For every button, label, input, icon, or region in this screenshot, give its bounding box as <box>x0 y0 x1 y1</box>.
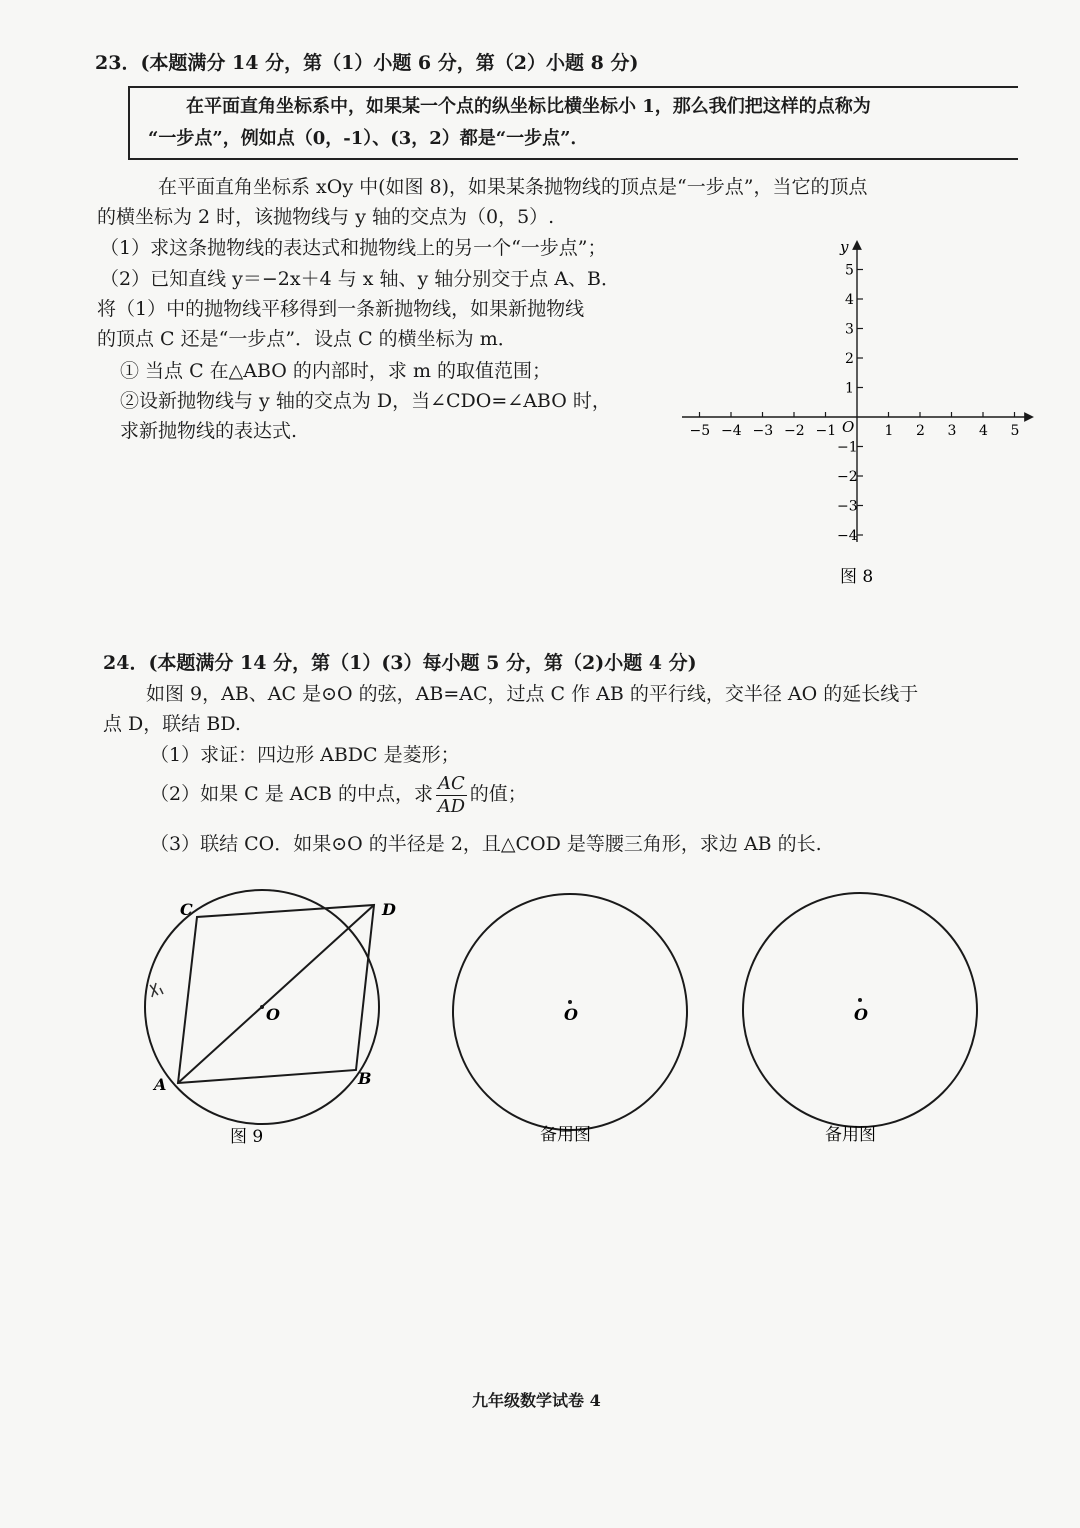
x-tick-label: −4 <box>721 423 742 439</box>
q24-part-2 <box>150 770 527 818</box>
spare-center-label-2: O <box>854 1005 868 1024</box>
q23-part-1: （1）求这条抛物线的表达式和抛物线上的另一个“一步点”； <box>100 237 607 259</box>
q23-part-2-line-2: 将（1）中的抛物线平移得到一条新抛物线，如果新抛物线 <box>97 298 585 320</box>
y-tick-label: −3 <box>837 498 858 515</box>
label-d: D <box>382 900 396 919</box>
y-tick-label: 1 <box>845 380 854 397</box>
label-o: O <box>266 1005 280 1024</box>
y-tick-label: −1 <box>837 439 858 456</box>
fraction-denominator: AD <box>437 795 466 817</box>
figure-9-circle-rhombus <box>130 880 420 1170</box>
q24-intro-line-1: 如图 9，AB、AC 是⊙O 的弦，AB=AC，过点 C 作 AB 的平行线，交半径 AO 的延长线于 <box>146 683 919 705</box>
figure-8-coordinate-plane <box>670 232 1050 592</box>
x-tick-label: −1 <box>815 423 837 439</box>
spare-figure-1 <box>445 880 705 1170</box>
q24-part-1: （1）求证：四边形 ABDC 是菱形； <box>150 744 460 766</box>
center-point-o <box>260 1005 264 1009</box>
x-tick-label: 1 <box>884 423 894 439</box>
x-tick-label: 3 <box>947 423 957 439</box>
y-tick-label: −2 <box>837 469 858 485</box>
origin-label: O <box>842 418 855 436</box>
q24-intro-line-2: 点 D，联结 BD. <box>103 713 241 735</box>
figure-9-caption: 图 9 <box>230 1127 264 1147</box>
q24-part-3: （3）联结 CO．如果⊙O 的半径是 2，且△COD 是等腰三角形，求边 AB 的长. <box>150 833 822 855</box>
label-a: A <box>154 1075 167 1094</box>
y-axis-label: y <box>840 238 849 256</box>
definition-line-1: 在平面直角坐标系中，如果某一个点的纵坐标比横坐标小 1，那么我们把这样的点称为 <box>186 96 871 117</box>
q24-part-2-suffix: 的值； <box>469 783 527 805</box>
x-tick-label: 2 <box>916 423 925 439</box>
fraction-numerator: AC <box>438 772 465 794</box>
pencil-mark <box>150 983 163 997</box>
spare-center-point-2 <box>858 998 862 1002</box>
page-footer: 九年级数学试卷 4 <box>472 1391 601 1410</box>
spare-center-point-1 <box>568 1000 572 1004</box>
spare-figure-2 <box>735 880 995 1170</box>
fraction-ac-over-ad <box>436 773 467 818</box>
spare-center-label-1: O <box>564 1005 578 1024</box>
spare-caption-2: 备用图 <box>825 1125 876 1145</box>
label-b: B <box>358 1069 372 1088</box>
q23-sub-question-1: ① 当点 C 在△ABO 的内部时，求 m 的取值范围； <box>120 360 552 382</box>
diagonal-ad <box>178 905 374 1083</box>
x-tick-label: −2 <box>784 423 805 439</box>
q23-part-2-line-1: （2）已知直线 y＝−2x＋4 与 x 轴、y 轴分别交于点 A、B． <box>100 268 621 290</box>
q23-sub-question-2: ②设新抛物线与 y 轴的交点为 D，当∠CDO=∠ABO 时， <box>120 390 611 412</box>
figure-8-caption: 图 8 <box>840 567 874 587</box>
x-tick-label: −5 <box>689 423 711 439</box>
label-c: C <box>180 900 193 919</box>
q23-sub-question-2-cont: 求新抛物线的表达式. <box>120 420 298 442</box>
x-tick-label: −3 <box>752 423 774 439</box>
q23-header: 23．(本题满分 14 分，第（1）小题 6 分，第（2）小题 8 分) <box>95 52 639 74</box>
q24-part-2-prefix: （2）如果 C 是 ACB 的中点，求 <box>150 783 434 805</box>
x-tick-label: 4 <box>979 423 988 439</box>
q23-intro-line-2: 的横坐标为 2 时，该抛物线与 y 轴的交点为（0，5）. <box>97 206 555 228</box>
q24-header: 24．(本题满分 14 分，第（1）(3）每小题 5 分，第（2)小题 4 分) <box>103 652 697 674</box>
q23-intro-line-1: 在平面直角坐标系 xOy 中(如图 8)，如果某条抛物线的顶点是“一步点”，当它的顶点 <box>158 176 868 198</box>
y-tick-label: −4 <box>837 528 858 544</box>
spare-caption-1: 备用图 <box>540 1125 591 1145</box>
y-tick-label: 2 <box>845 351 854 367</box>
y-tick-label: 5 <box>845 262 854 279</box>
q23-part-2-line-3: 的顶点 C 还是“一步点”．设点 C 的横坐标为 m． <box>97 328 517 350</box>
definition-line-2: “一步点”，例如点（0，-1）、(3，2）都是“一步点”． <box>148 128 589 149</box>
y-tick-label: 4 <box>845 292 854 308</box>
x-tick-label: 5 <box>1010 423 1020 439</box>
y-tick-label: 3 <box>845 321 854 338</box>
